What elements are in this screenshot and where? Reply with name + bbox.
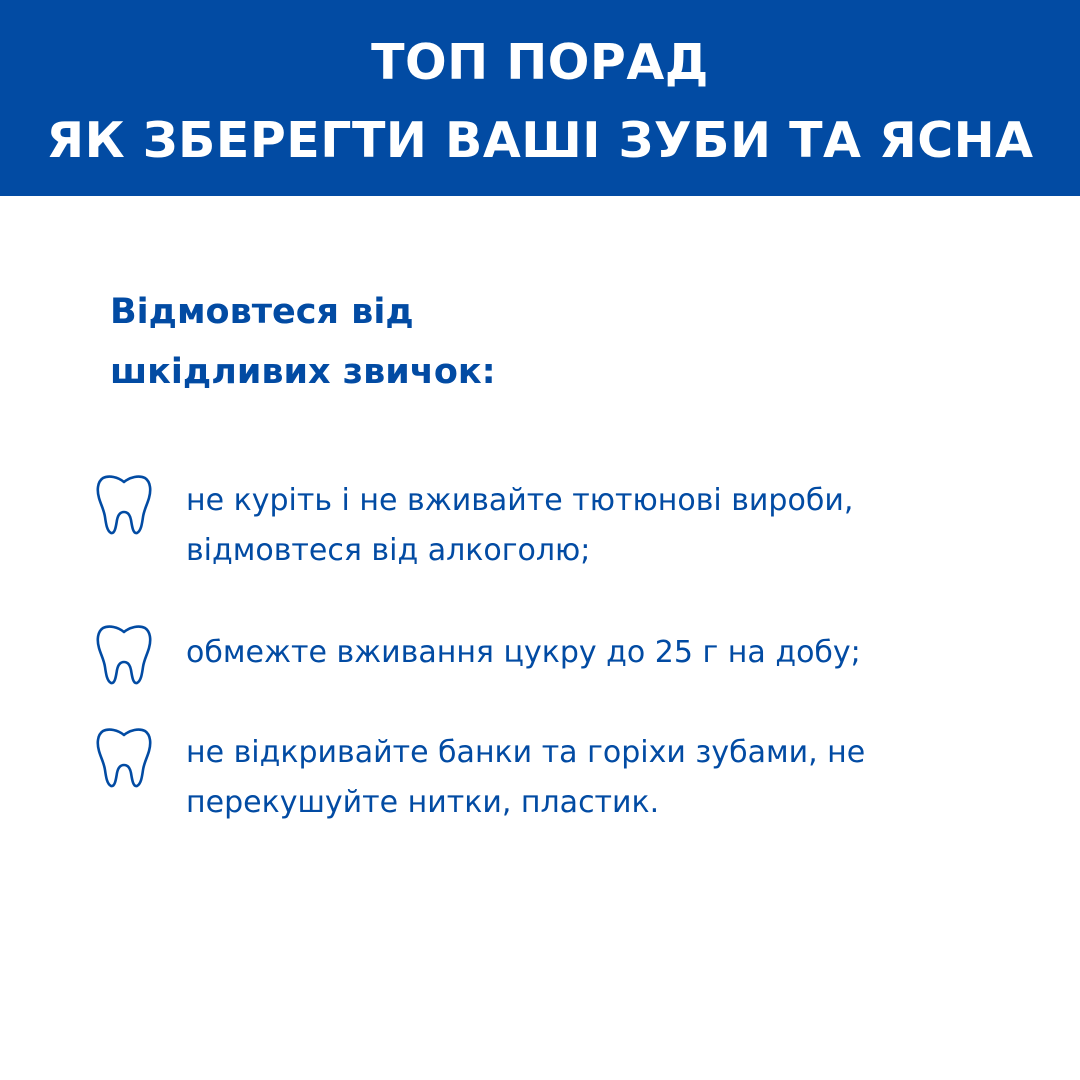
tip-3-line-2: перекушуйте нитки, пластик.: [186, 785, 660, 820]
header-banner: [0, 0, 1080, 196]
tooth-icon: [94, 474, 154, 536]
tip-3-line-1: не відкривайте банки та горіхи зубами, не: [186, 735, 866, 770]
header-title-line-1: ТОП ПОРАД: [371, 34, 709, 91]
tip-text: [186, 628, 986, 678]
tip-1-line-1: не куріть і не вживайте тютюнові вироби,: [186, 483, 854, 518]
header-title-line-2: ЯК ЗБЕРЕГТИ ВАШІ ЗУБИ ТА ЯСНА: [46, 112, 1034, 169]
tip-2-line-1: обмежте вживання цукру до 25 г на добу;: [186, 635, 861, 670]
section-subtitle: [110, 282, 810, 402]
tooth-icon: [94, 727, 154, 789]
tooth-icon: [94, 624, 154, 686]
tip-text: [186, 728, 986, 828]
subtitle-line-2: шкідливих звичок:: [110, 352, 496, 392]
tip-1-line-2: відмовтеся від алкоголю;: [186, 533, 591, 568]
subtitle-line-1: Відмовтеся від: [110, 292, 414, 332]
tip-text: [186, 476, 986, 576]
